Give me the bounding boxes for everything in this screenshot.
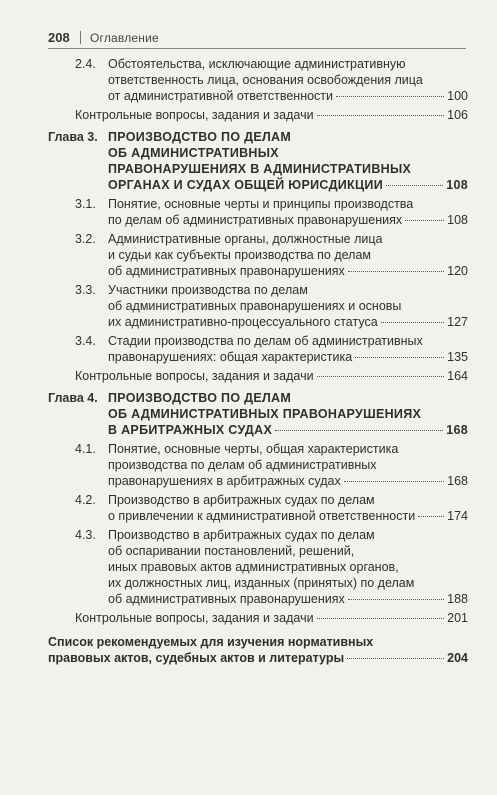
page-ref: 108 [447, 213, 468, 227]
entry-title [108, 492, 468, 524]
entry-title [108, 196, 468, 228]
toc-section[interactable] [0, 196, 497, 228]
page-ref: 201 [447, 611, 468, 625]
toc-section[interactable] [0, 282, 497, 330]
dot-leader [275, 429, 443, 431]
header-separator [80, 31, 81, 44]
title-line: ПРОИЗВОДСТВО ПО ДЕЛАМ [108, 391, 292, 405]
title-line-with-page [108, 314, 468, 330]
title-line: об административных правонарушениях [108, 264, 345, 278]
section-number: 4.2. [75, 493, 96, 507]
dot-leader [418, 515, 444, 517]
dot-leader [347, 657, 444, 659]
dot-leader [348, 598, 444, 600]
title-line: производства по делам об административных [108, 458, 377, 472]
section-number: 4.3. [75, 528, 96, 542]
toc-section[interactable] [0, 231, 497, 279]
title-line: Производство в арбитражных судах по делам [108, 493, 375, 507]
title-line: Обстоятельства, исключающие административную [108, 57, 406, 71]
page-ref: 174 [447, 509, 468, 523]
title-line-with-page [108, 473, 468, 489]
entry-title [108, 129, 468, 193]
page-ref: 120 [447, 264, 468, 278]
entry-title [108, 527, 468, 607]
section-number: 3.4. [75, 334, 96, 348]
title-line: Контрольные вопросы, задания и задачи [75, 369, 314, 383]
page-ref: 168 [447, 474, 468, 488]
toc-section[interactable] [0, 527, 497, 607]
title-line: по делам об административных правонарушениях [108, 213, 403, 227]
page-ref: 106 [447, 108, 468, 122]
running-title: Оглавление [90, 31, 159, 45]
title-line-with-page [108, 88, 468, 104]
title-line: ОБ АДМИНИСТРАТИВНЫХ [108, 146, 279, 160]
dot-leader [381, 321, 444, 323]
title-line: Понятие, основные черты, общая характеристика [108, 442, 399, 456]
page-ref: 127 [447, 315, 468, 329]
dot-leader [336, 95, 444, 97]
page-ref: 108 [446, 178, 468, 192]
title-line: Контрольные вопросы, задания и задачи [75, 108, 314, 122]
title-line: правонарушениях в арбитражных судах [108, 474, 341, 488]
title-line: их административно-процессуального статуса [108, 315, 378, 329]
title-line: от административной ответственности [108, 89, 334, 103]
toc-chapter[interactable] [0, 129, 497, 193]
toc-section[interactable] [0, 441, 497, 489]
chapter-number: Глава 4. [48, 391, 98, 405]
dot-leader [355, 356, 444, 358]
section-number: 2.4. [75, 57, 96, 71]
entry-title [108, 333, 468, 365]
title-line: Административные органы, должностные лица [108, 232, 383, 246]
title-line: ответственность лица, основания освобождения лица [108, 73, 423, 87]
page-ref: 164 [447, 369, 468, 383]
page-ref: 135 [447, 350, 468, 364]
toc-bibliography[interactable] [0, 634, 497, 666]
dot-leader [317, 617, 445, 619]
section-number: 3.1. [75, 197, 96, 211]
title-line: ОРГАНАХ И СУДАХ ОБЩЕЙ ЮРИСДИКЦИИ [108, 178, 383, 192]
title-line: Участники производства по делам [108, 283, 308, 297]
entry-title [108, 390, 468, 438]
chapter-number: Глава 3. [48, 130, 98, 144]
dot-leader [386, 184, 443, 186]
dot-leader [405, 219, 444, 221]
title-line-with-page [108, 349, 468, 365]
entry-title [75, 368, 468, 384]
title-line: ПРАВОНАРУШЕНИЯХ В АДМИНИСТРАТИВНЫХ [108, 162, 412, 176]
entry-title [48, 634, 468, 666]
title-line-with-page [108, 212, 468, 228]
section-number: 4.1. [75, 442, 96, 456]
page-number: 208 [48, 30, 70, 45]
page-ref: 100 [447, 89, 468, 103]
entry-title [108, 56, 468, 104]
title-line: Список рекомендуемых для изучения нормативных [48, 635, 374, 649]
toc-questions[interactable] [0, 368, 497, 384]
table-of-contents [0, 56, 497, 669]
section-number: 3.2. [75, 232, 96, 246]
title-line: об административных правонарушениях и основы [108, 299, 402, 313]
header-rule [48, 48, 466, 49]
page-ref: 168 [446, 423, 468, 437]
title-line: иных правовых актов административных органов, [108, 560, 399, 574]
toc-questions[interactable] [0, 610, 497, 626]
toc-section[interactable] [0, 492, 497, 524]
toc-section[interactable] [0, 333, 497, 365]
entry-title [108, 441, 468, 489]
toc-chapter[interactable] [0, 390, 497, 438]
title-line-with-page [75, 368, 468, 384]
title-line: их должностных лиц, изданных (принятых) по делам [108, 576, 415, 590]
title-line: Понятие, основные черты и принципы производства [108, 197, 414, 211]
title-line: правонарушениях: общая характеристика [108, 350, 353, 364]
title-line: об административных правонарушениях [108, 592, 345, 606]
title-line: Стадии производства по делам об административных [108, 334, 423, 348]
toc-section[interactable] [0, 56, 497, 104]
title-line: ОБ АДМИНИСТРАТИВНЫХ ПРАВОНАРУШЕНИЯХ [108, 407, 422, 421]
page-ref: 204 [447, 651, 468, 665]
dot-leader [317, 114, 445, 116]
title-line-with-page [75, 610, 468, 626]
title-line: Производство в арбитражных судах по делам [108, 528, 375, 542]
title-line-with-page [48, 650, 468, 666]
dot-leader [348, 270, 444, 272]
title-line-with-page [108, 177, 468, 193]
title-line-with-page [108, 591, 468, 607]
toc-questions[interactable] [0, 107, 497, 123]
page-ref: 188 [447, 592, 468, 606]
entry-title [108, 282, 468, 330]
title-line: о привлечении к административной ответственности [108, 509, 416, 523]
title-line: об оспаривании постановлений, решений, [108, 544, 355, 558]
entry-title [108, 231, 468, 279]
section-number: 3.3. [75, 283, 96, 297]
entry-title [75, 107, 468, 123]
title-line: ПРОИЗВОДСТВО ПО ДЕЛАМ [108, 130, 292, 144]
title-line-with-page [108, 263, 468, 279]
title-line: В АРБИТРАЖНЫХ СУДАХ [108, 423, 273, 437]
title-line-with-page [108, 508, 468, 524]
title-line: Контрольные вопросы, задания и задачи [75, 611, 314, 625]
entry-title [75, 610, 468, 626]
dot-leader [317, 375, 445, 377]
dot-leader [344, 480, 444, 482]
title-line: правовых актов, судебных актов и литературы [48, 651, 345, 665]
title-line: и судьи как субъекты производства по делам [108, 248, 372, 262]
running-header [48, 28, 468, 50]
title-line-with-page [75, 107, 468, 123]
title-line-with-page [108, 422, 468, 438]
